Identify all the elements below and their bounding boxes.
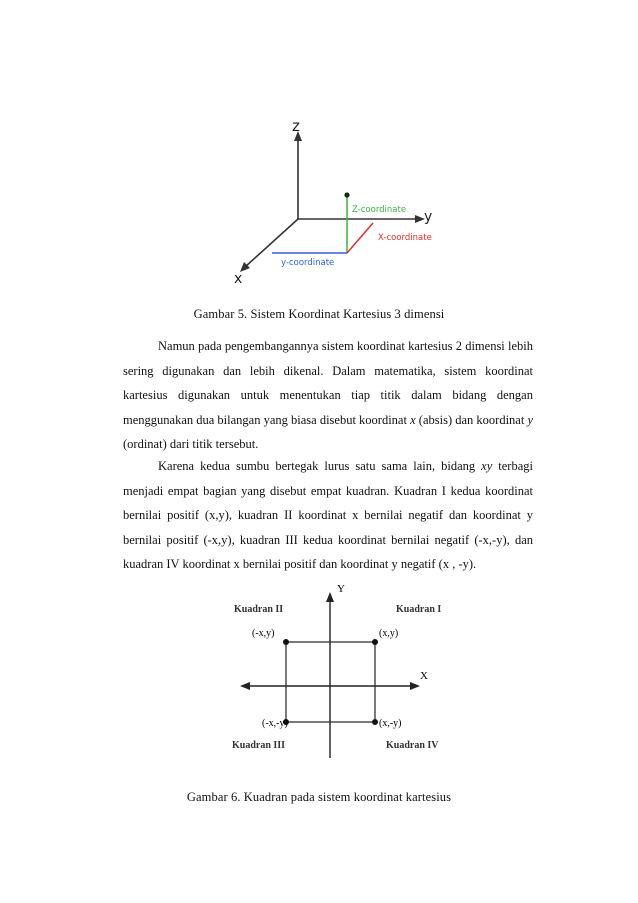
quadrant-label-q2: Kuadran II [234,604,284,615]
point-q2 [283,639,289,645]
quadrant-label-q4: Kuadran IV [386,740,439,751]
point-q1 [372,639,378,645]
point-label-q4: (x,-y) [379,718,402,729]
x-axis-label: x [234,271,243,285]
y-axis-label: Y [337,583,345,595]
x-coordinate-line [347,223,373,253]
point-label-q2: (-x,y) [252,628,275,639]
x-coordinate-label: X-coordinate [378,233,432,243]
text: (ordinat) dari titik tersebut. [123,437,259,452]
figure-quadrants [226,578,446,760]
point-marker [344,192,349,197]
figure-3d-coordinate-system [225,115,440,285]
quadrant-label-q3: Kuadran III [232,740,286,751]
text-italic-xy: xy [481,459,493,473]
text: (absis) dan koordinat [415,412,528,427]
y-axis-label: y [424,209,433,225]
paragraph-2 [123,454,533,577]
text-italic-y: y [527,412,533,427]
point-label-q1: (x,y) [379,628,399,639]
text: Namun pada pengembangannya sistem koordinat kartesius 2 dimensi lebih sering digunakan dan lebih dikenal. Dalam matematika, sistem koordinat kartesius digunakan untuk menentukan tiap titik dalam bidang dengan menggunakan dua bilangan yang biasa disebut koordinat [123,339,533,427]
point-label-q3: (-x,-y) [262,718,288,729]
paragraph-1 [123,334,533,457]
quadrant-label-q1: Kuadran I [396,604,442,615]
x-axis-arrow-right [410,682,420,690]
point-q4 [372,719,378,725]
z-axis-label: z [292,117,300,135]
y-axis-arrow-up [326,592,334,602]
z-coordinate-label: Z-coordinate [352,205,407,215]
text-italic-x: x [410,412,416,427]
x-axis-label: X [420,670,428,682]
x-axis-arrow-left [240,682,250,690]
y-coordinate-label: y-coordinate [281,258,335,268]
text: Karena kedua sumbu bertegak lurus satu sama lain, bidang [158,459,482,473]
text: terbagi menjadi empat bagian yang disebut empat kuadran. Kuadran I kedua koordinat bernilai positif (x,y), kuadran II koordinat x bernilai negatif dan koordinat y bernilai positif (-x,y), kuadran III kedua koordinat bernilai negatif (-x,-y), dan kuadran IV koordinat x bernilai positif dan koordinat y negatif (x , -y). [123,459,533,572]
figure-6-caption: Gambar 6. Kuadran pada sistem koordinat kartesius [186,790,452,804]
figure-5-caption: Gambar 5. Sistem Koordinat Kartesius 3 dimensi [193,307,445,321]
